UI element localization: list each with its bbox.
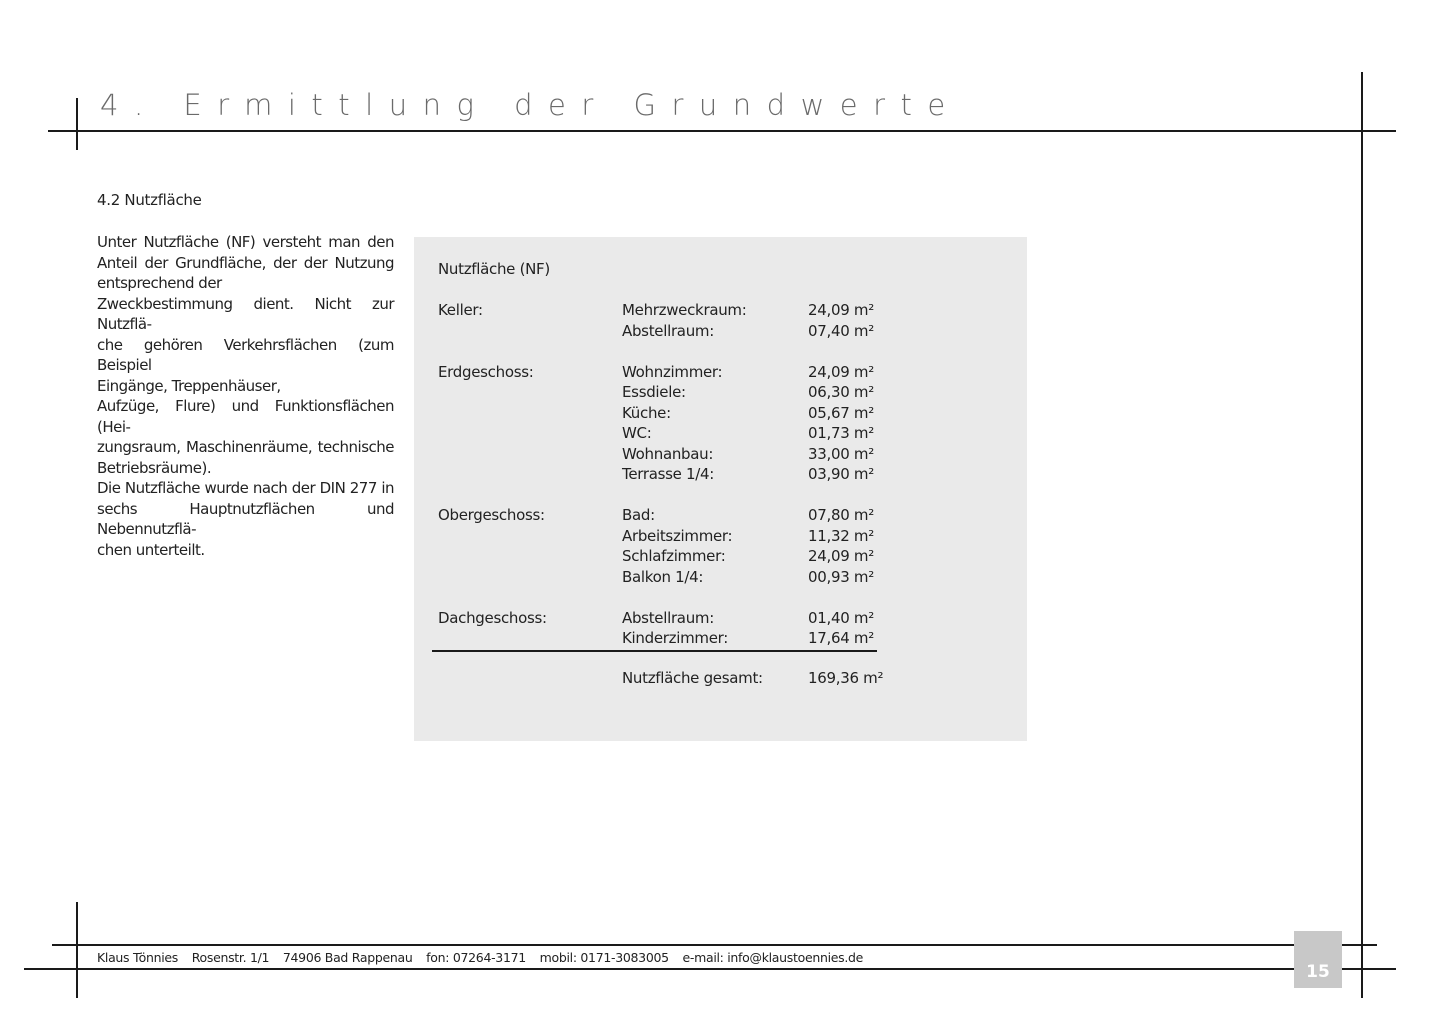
table-row [414, 568, 1027, 589]
footer-mobile: mobil: 0171-3083005 [539, 950, 669, 965]
area-table-rows [414, 301, 1027, 650]
intro-line: Betriebsräume). [97, 458, 212, 477]
room-label: WC: [622, 424, 652, 442]
table-row [414, 609, 1027, 630]
intro-line: Anteil der Grundfläche, der der Nutzung [97, 253, 394, 272]
area-value: 03,90 m² [808, 465, 874, 483]
header-left-tick [76, 98, 78, 150]
floor-label: Obergeschoss: [438, 506, 545, 524]
intro-line: sechs Hauptnutzflächen und Nebennutzflä- [97, 499, 394, 538]
floor-label: Dachgeschoss: [438, 608, 547, 627]
room-label: Wohnanbau: [622, 444, 714, 463]
intro-paragraph [97, 232, 394, 560]
footer-city: 74906 Bad Rappenau [282, 950, 413, 965]
room-label: Essdiele: [622, 383, 686, 401]
area-table-title: Nutzfläche (NF) [438, 260, 550, 278]
area-value: 05,67 m² [808, 403, 874, 422]
room-label: Schlafzimmer: [622, 547, 726, 565]
intro-line: chen unterteilt. [97, 540, 205, 559]
total-row [414, 669, 1027, 690]
total-label: Nutzfläche gesamt: [622, 669, 763, 687]
footer-name: Klaus Tönnies [97, 950, 179, 965]
area-value: 24,09 m² [808, 301, 874, 319]
area-value: 24,09 m² [808, 547, 874, 565]
area-value: 17,64 m² [808, 629, 874, 647]
sum-divider [432, 650, 877, 652]
intro-line: Unter Nutzfläche (NF) versteht man den [97, 233, 394, 251]
room-label: Wohnzimmer: [622, 362, 723, 381]
section-heading: 4.2 Nutzfläche [97, 191, 202, 209]
table-row [414, 445, 1027, 466]
footer-left-tick [76, 902, 78, 998]
table-row [414, 301, 1027, 322]
total-value: 169,36 m² [808, 669, 884, 687]
area-value: 07,80 m² [808, 506, 874, 524]
area-value: 07,40 m² [808, 321, 874, 340]
room-label: Abstellraum: [622, 321, 714, 340]
area-value: 01,40 m² [808, 608, 874, 627]
footer-rule-lower [24, 968, 1396, 970]
floor-label: Erdgeschoss: [438, 362, 534, 381]
room-label: Küche: [622, 403, 671, 422]
page-title: 4. Ermittlung der Grundwerte [100, 88, 961, 122]
right-frame-line [1361, 72, 1363, 998]
intro-line: Aufzüge, Flure) und Funktionsflächen (Hei- [97, 397, 394, 436]
footer-email: e-mail: info@klaustoennies.de [682, 950, 864, 965]
table-row [414, 527, 1027, 548]
room-label: Arbeitszimmer: [622, 526, 733, 545]
intro-line: che gehören Verkehrsflächen (zum Beispiel [97, 335, 394, 374]
area-value: 01,73 m² [808, 424, 874, 442]
footer-phone: fon: 07264-3171 [426, 950, 526, 965]
room-label: Mehrzweckraum: [622, 301, 747, 319]
intro-line: Zweckbestimmung dient. Nicht zur Nutzflä- [97, 294, 394, 333]
area-value: 24,09 m² [808, 362, 874, 381]
table-row [414, 424, 1027, 445]
table-row [414, 383, 1027, 404]
floor-label: Keller: [438, 301, 483, 319]
page-number-box [1294, 931, 1342, 988]
table-row [414, 506, 1027, 527]
intro-line: zungsraum, Maschinenräume, technische [97, 438, 394, 456]
footer-rule-upper [52, 944, 1377, 946]
footer-contact [97, 950, 873, 965]
table-row [414, 363, 1027, 384]
area-value: 33,00 m² [808, 444, 874, 463]
intro-line: entsprechend der [97, 274, 222, 292]
table-row [414, 547, 1027, 568]
page-number: 15 [1306, 962, 1330, 982]
room-label: Kinderzimmer: [622, 629, 728, 647]
room-label: Terrasse 1/4: [622, 465, 715, 483]
footer-street: Rosenstr. 1/1 [191, 950, 270, 965]
intro-line: Die Nutzfläche wurde nach der DIN 277 in [97, 479, 394, 497]
table-row [414, 465, 1027, 486]
area-value: 06,30 m² [808, 383, 874, 401]
table-row [414, 404, 1027, 425]
room-label: Abstellraum: [622, 608, 714, 627]
header-rule [48, 130, 1396, 132]
room-label: Bad: [622, 506, 655, 524]
area-value: 00,93 m² [808, 567, 874, 586]
table-row [414, 629, 1027, 650]
intro-line: Eingänge, Treppenhäuser, [97, 376, 281, 395]
area-table-box [414, 237, 1027, 741]
room-label: Balkon 1/4: [622, 567, 704, 586]
table-row [414, 322, 1027, 343]
area-value: 11,32 m² [808, 526, 874, 545]
